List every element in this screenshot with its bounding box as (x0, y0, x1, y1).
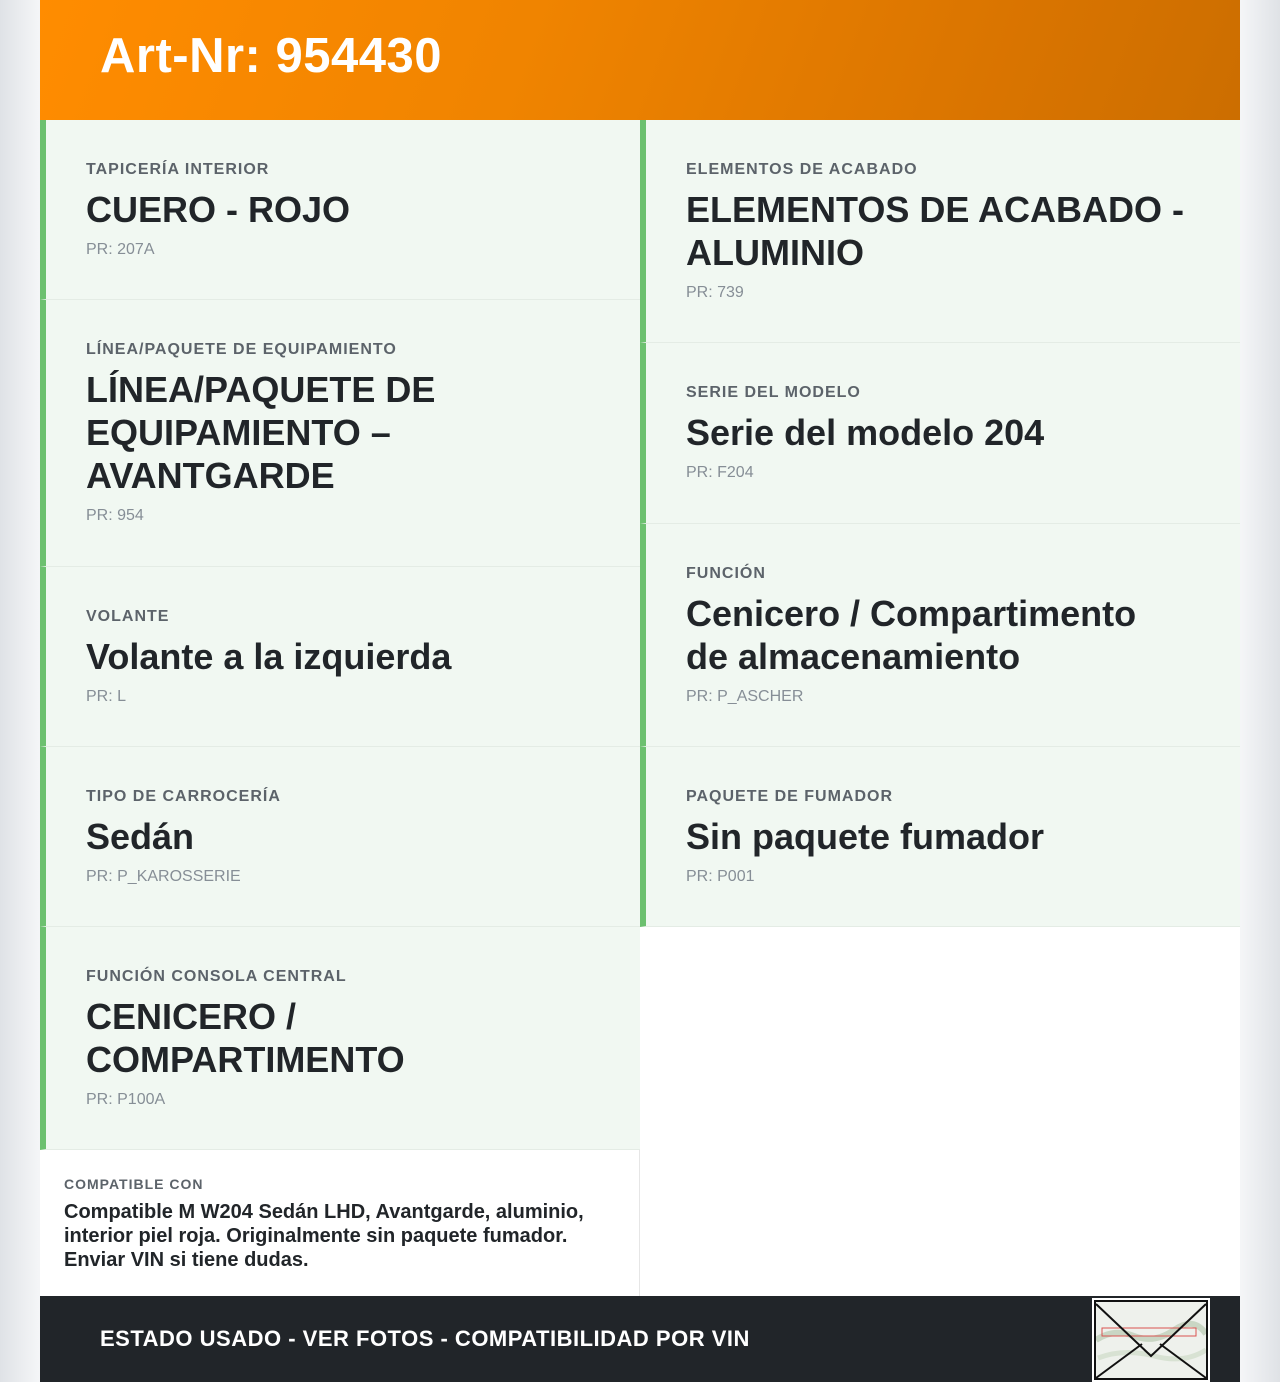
article-number-title: Art-Nr: 954430 (100, 29, 442, 83)
compatibility-section (40, 1150, 640, 1296)
spec-label: ELEMENTOS DE ACABADO (686, 161, 918, 178)
spec-cell-function (640, 524, 1240, 747)
spec-cell-smoker-package (640, 747, 1240, 927)
spec-label: SERIE DEL MODELO (686, 384, 861, 401)
spec-value: Sedán (86, 816, 195, 857)
spec-value: CUERO - ROJO (86, 189, 351, 230)
spec-pr-code: PR: P_KAROSSERIE (86, 868, 241, 885)
envelope-stamp-icon (1092, 1298, 1210, 1382)
compatibility-label: COMPATIBLE CON (64, 1176, 204, 1192)
spec-cell-equipment-line (40, 300, 640, 567)
spec-pr-code: PR: 739 (686, 284, 744, 301)
spec-pr-code: PR: 954 (86, 507, 144, 524)
header-bar (40, 0, 1240, 120)
spec-pr-code: PR: F204 (686, 464, 754, 481)
spec-cell-upholstery (40, 120, 640, 300)
compatibility-text: Compatible M W204 Sedán LHD, Avantgarde, aluminio, interior piel roja. Originalmente sin paquete fumador. Enviar VIN si tiene dudas. (64, 1201, 584, 1271)
spec-value: LÍNEA/PAQUETE DE EQUIPAMIENTO – AVANTGARDE (86, 369, 436, 496)
footer-bar (40, 1296, 1240, 1382)
spec-pr-code: PR: P100A (86, 1091, 166, 1108)
spec-cell-steering (40, 567, 640, 747)
spec-label: LÍNEA/PAQUETE DE EQUIPAMIENTO (86, 341, 397, 358)
spec-label: TAPICERÍA INTERIOR (86, 161, 270, 178)
spec-pr-code: PR: P001 (686, 868, 755, 885)
spec-pr-code: PR: L (86, 688, 127, 705)
spec-value: CENICERO / COMPARTIMENTO (86, 996, 405, 1080)
spec-value: Sin paquete fumador (686, 816, 1045, 857)
spec-label: FUNCIÓN CONSOLA CENTRAL (86, 968, 347, 985)
spec-pr-code: PR: 207A (86, 241, 155, 258)
spec-label: TIPO DE CARROCERÍA (86, 788, 281, 805)
spec-pr-code: PR: P_ASCHER (686, 688, 804, 705)
spec-label: VOLANTE (86, 608, 170, 625)
spec-label: PAQUETE DE FUMADOR (686, 788, 894, 805)
spec-label: FUNCIÓN (686, 565, 766, 582)
footer-status-text: ESTADO USADO - VER FOTOS - COMPATIBILIDAD POR VIN (100, 1326, 750, 1351)
spec-value: Cenicero / Compartimento de almacenamiento (686, 593, 1137, 677)
spec-cell-center-console (40, 927, 640, 1150)
spec-value: Volante a la izquierda (86, 636, 452, 677)
spec-cell-body-type (40, 747, 640, 927)
spec-sheet (40, 0, 1240, 1382)
spec-value: ELEMENTOS DE ACABADO - ALUMINIO (686, 189, 1185, 273)
spec-cell-model-series (640, 343, 1240, 524)
spec-value: Serie del modelo 204 (686, 412, 1045, 453)
spec-cell-trim (640, 120, 1240, 343)
